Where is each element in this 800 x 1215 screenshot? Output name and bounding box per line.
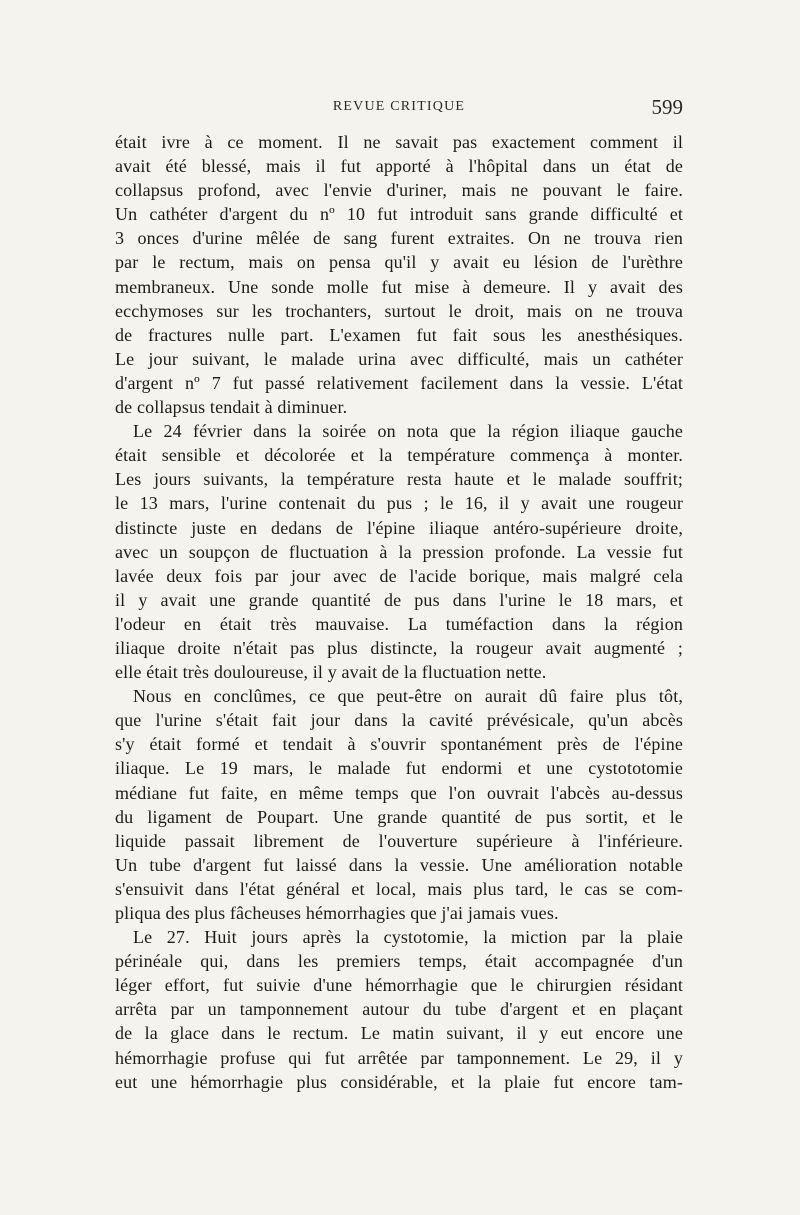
paragraph-end-line: elle était très douloureuse, il y avait de la fluctuation nette.	[115, 662, 547, 683]
page-header	[115, 95, 683, 123]
text-line: périnéale qui, dans les premiers temps, était accompagnée d'un	[115, 951, 683, 972]
paragraph-end-line: pliqua des plus fâcheuses hémorrhagies que j'ai jamais vues.	[115, 903, 559, 923]
text-line: Les jours suivants, la température resta haute et le malade souffrit;	[115, 469, 683, 490]
text-line: Un cathéter d'argent du nº 10 fut introduit sans grande difficulté et	[115, 204, 683, 225]
text-line: ecchymoses sur les trochanters, surtout le droit, mais on ne trouva	[115, 300, 683, 321]
running-title: REVUE CRITIQUE	[332, 99, 466, 114]
text-line: l'odeur en était très mauvaise. La tuméfaction dans la région	[115, 613, 683, 634]
text-line: eut une hémorrhagie plus considérable, et la plaie fut encore tam-	[115, 1071, 683, 1092]
text-line: lavée deux fois par jour avec de l'acide borique, mais malgré cela	[115, 565, 683, 586]
text-line: le 13 mars, l'urine contenait du pus ; le 16, il y avait une rougeur	[115, 493, 683, 514]
text-line: collapsus profond, avec l'envie d'uriner, mais ne pouvant le faire.	[115, 180, 683, 201]
text-line: du ligament de Poupart. Une grande quantité de pus sortit, et le	[115, 806, 683, 827]
text-line: membraneux. Une sonde molle fut mise à demeure. Il y avait des	[115, 276, 683, 297]
paragraph-start-line: Le 24 février dans la soirée on nota que la région iliaque gauche	[133, 421, 683, 442]
body-text	[115, 130, 683, 1094]
text-line: médiane fut faite, en même temps que l'on ouvrait l'abcès au-dessus	[115, 782, 683, 803]
text-line: de fractures nulle part. L'examen fut fait sous les anesthésiques.	[115, 324, 683, 345]
text-line: était ivre à ce moment. Il ne savait pas exactement comment il	[115, 132, 683, 152]
text-line: 3 onces d'urine mêlée de sang furent extraites. On ne trouva rien	[115, 228, 683, 249]
text-line: avait été blessé, mais il fut apporté à l'hôpital dans un état de	[115, 156, 683, 177]
text-line: hémorrhagie profuse qui fut arrêtée par tamponnement. Le 29, il y	[115, 1047, 683, 1068]
text-line: iliaque droite n'était pas plus distincte, la rougeur avait augmenté ;	[115, 637, 683, 658]
text-line: avec un soupçon de fluctuation à la pression profonde. La vessie fut	[115, 541, 683, 562]
text-line: distincte juste en dedans de l'épine iliaque antéro-supérieure droite,	[115, 517, 683, 538]
paragraph-end-line: de collapsus tendait à diminuer.	[115, 397, 348, 418]
paragraph-start-line: Le 27. Huit jours après la cystotomie, la miction par la plaie	[133, 927, 683, 948]
text-line: léger effort, fut suivie d'une hémorrhagie que le chirurgien résidant	[115, 975, 683, 996]
text-line: liquide passait librement de l'ouverture supérieure à l'inférieure.	[115, 830, 683, 851]
text-line: s'ensuivit dans l'état général et local, mais plus tard, le cas se com-	[115, 878, 683, 899]
text-line: d'argent nº 7 fut passé relativement facilement dans la vessie. L'état	[115, 372, 683, 393]
text-line: iliaque. Le 19 mars, le malade fut endormi et une cystototomie	[115, 758, 683, 779]
text-line: arrêta par un tamponnement autour du tube d'argent et en plaçant	[115, 999, 683, 1020]
text-line: Le jour suivant, le malade urina avec difficulté, mais un cathéter	[115, 348, 683, 369]
page-number: 599	[651, 95, 683, 119]
text-line: Un tube d'argent fut laissé dans la vessie. Une amélioration notable	[115, 854, 683, 875]
text-line: il y avait une grande quantité de pus dans l'urine le 18 mars, et	[115, 589, 683, 610]
text-line: que l'urine s'était fait jour dans la cavité prévésicale, qu'un abcès	[115, 710, 683, 731]
paragraph-start-line: Nous en conclûmes, ce que peut-être on aurait dû faire plus tôt,	[133, 686, 683, 707]
text-line: par le rectum, mais on pensa qu'il y avait eu lésion de l'urèthre	[115, 252, 683, 273]
text-line: était sensible et décolorée et la température commença à monter.	[115, 445, 683, 466]
text-line: de la glace dans le rectum. Le matin suivant, il y eut encore une	[115, 1023, 683, 1044]
text-line: s'y était formé et tendait à s'ouvrir spontanément près de l'épine	[115, 734, 683, 755]
